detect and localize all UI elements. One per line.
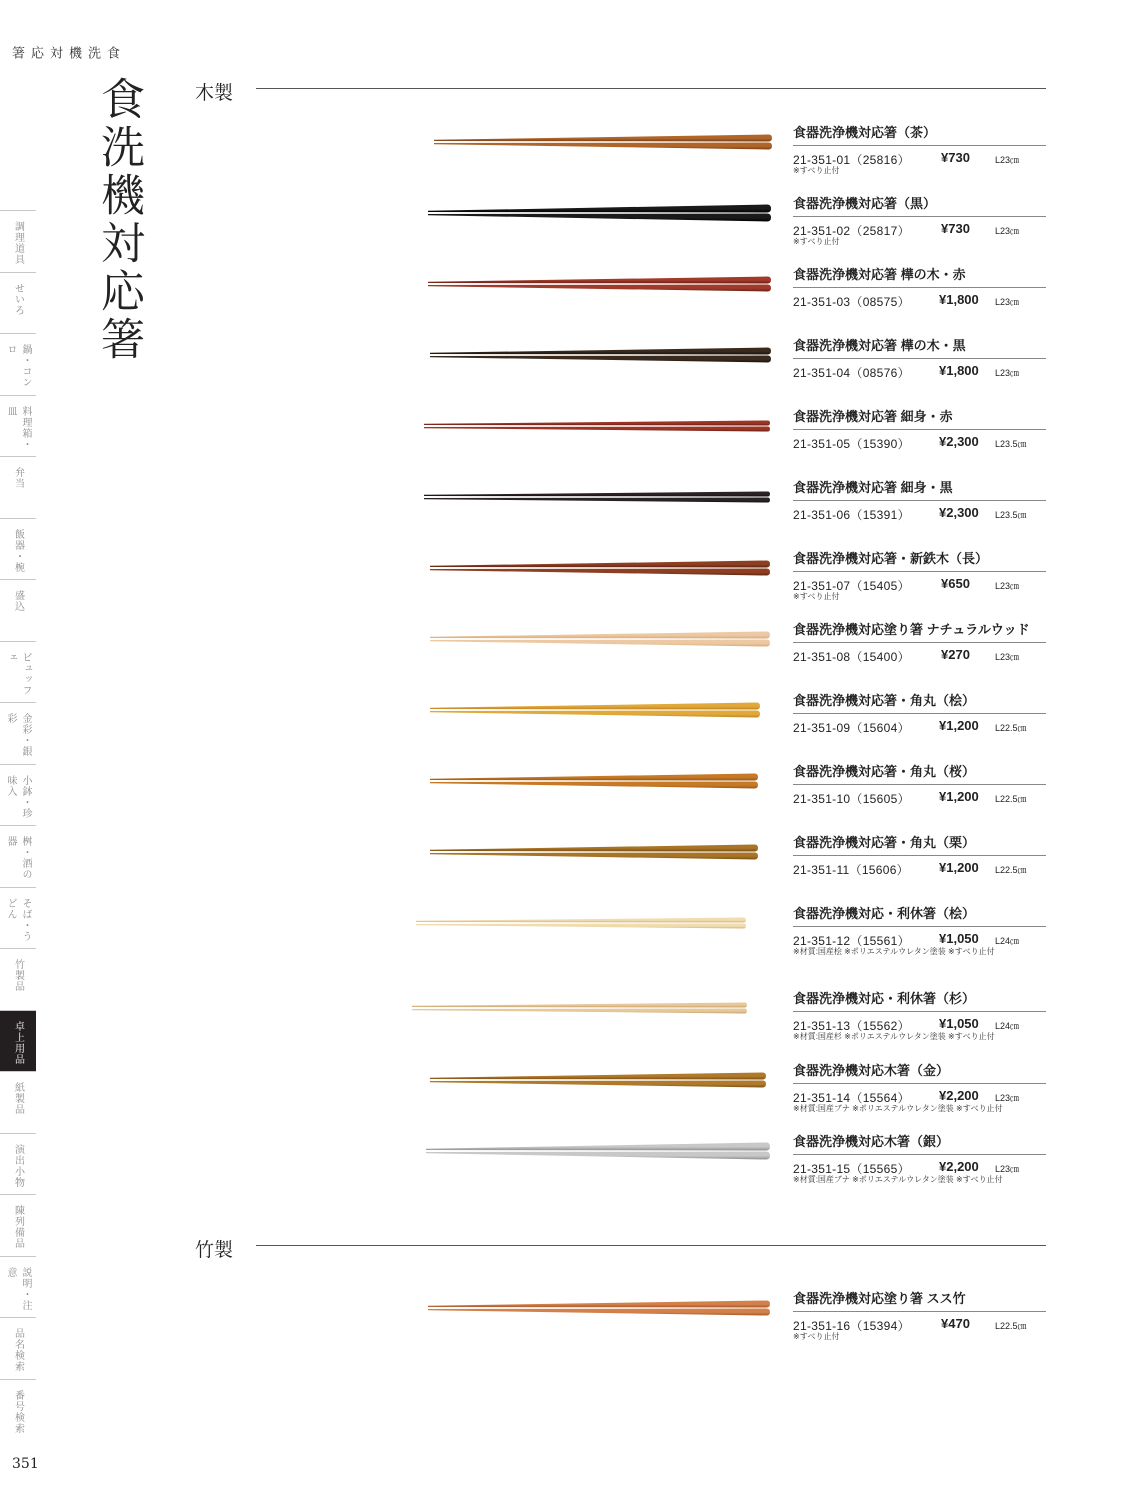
product-name: 食器洗浄機対応箸 細身・黒	[793, 480, 953, 495]
product-length: L22.5㎝	[995, 794, 1027, 804]
product-info	[793, 621, 1046, 664]
product-spec-row	[793, 291, 1046, 309]
chopstick-upper	[428, 205, 771, 213]
product-spec-row	[793, 149, 1046, 167]
product-info	[793, 905, 1046, 957]
sidebar-item[interactable]	[0, 948, 36, 1010]
sidebar-item[interactable]	[0, 210, 36, 272]
chopstick-lower	[434, 143, 772, 150]
product-info	[793, 692, 1046, 735]
chopstick-lower	[430, 853, 758, 860]
sidebar-item[interactable]	[0, 887, 36, 949]
product-length: L22.5㎝	[995, 1321, 1027, 1331]
chopstick-upper	[430, 632, 770, 639]
product-note: ※すべり止付	[793, 592, 840, 601]
product-spec-row	[793, 433, 1046, 451]
product-info	[793, 479, 1046, 522]
sidebar-item-label: 番号検索	[12, 1389, 24, 1434]
product-code: 21-351-01（25816）	[793, 153, 910, 167]
product-name: 食器洗浄機対応塗り箸 ナチュラルウッド	[793, 622, 1030, 637]
sidebar-item[interactable]	[0, 1133, 36, 1195]
product-info	[793, 266, 1046, 309]
product-length: L22.5㎝	[995, 723, 1027, 733]
product-note: ※すべり止付	[793, 166, 840, 175]
sidebar-item[interactable]	[0, 1010, 36, 1072]
product-divider	[793, 287, 1046, 288]
product-name: 食器洗浄機対応箸 樺の木・赤	[793, 267, 966, 282]
product-note: ※すべり止付	[793, 1332, 840, 1341]
sidebar-heading: 食洗機対応箸	[10, 46, 120, 60]
product-item	[410, 905, 1050, 975]
product-note: ※材質:国産杉 ※ポリエステルウレタン塗装 ※すべり止付	[793, 1032, 995, 1041]
sidebar-item[interactable]	[0, 702, 36, 764]
product-code: 21-351-07（15405）	[793, 579, 910, 593]
product-item	[410, 550, 1050, 620]
product-price: ¥270	[941, 647, 970, 662]
section-title-bamboo: 竹製	[195, 1239, 234, 1261]
chopstick-upper	[430, 561, 770, 568]
product-item	[410, 408, 1050, 478]
chopsticks-image	[410, 905, 775, 945]
section-divider	[256, 1245, 1046, 1246]
sidebar-item-label: そば・うどん	[5, 897, 31, 942]
chopstick-upper	[424, 492, 770, 497]
sidebar-item-label: 料理箱・皿	[5, 405, 31, 450]
sidebar-item[interactable]	[0, 456, 36, 518]
product-item	[410, 1290, 1050, 1360]
product-divider	[793, 713, 1046, 714]
sidebar-item-label: せいろ	[12, 282, 24, 316]
chopsticks-image	[410, 124, 775, 164]
product-info	[793, 834, 1046, 877]
product-spec-row	[793, 504, 1046, 522]
product-info	[793, 408, 1046, 451]
product-divider	[793, 1311, 1046, 1312]
chopsticks-image	[410, 1133, 775, 1173]
chopsticks-image	[410, 550, 775, 590]
chopstick-upper	[430, 845, 758, 852]
product-item	[410, 124, 1050, 194]
sidebar-item[interactable]	[0, 764, 36, 826]
sidebar-item[interactable]	[0, 1256, 36, 1318]
sidebar-item-label: 小鉢・珍味入	[5, 774, 31, 819]
chopstick-lower	[430, 1081, 766, 1088]
chopstick-upper	[430, 348, 771, 355]
product-length: L23㎝	[995, 581, 1020, 591]
product-note: ※すべり止付	[793, 237, 840, 246]
product-code: 21-351-06（15391）	[793, 508, 910, 522]
product-divider	[793, 642, 1046, 643]
product-item	[410, 621, 1050, 691]
chopstick-lower	[426, 1152, 770, 1160]
product-name: 食器洗浄機対応箸（茶）	[793, 125, 937, 140]
product-length: L23.5㎝	[995, 439, 1027, 449]
product-item	[410, 195, 1050, 265]
product-spec-row	[793, 1158, 1046, 1176]
chopsticks-image	[410, 266, 775, 306]
sidebar-item-label: 桝・酒の器	[5, 836, 31, 880]
chopsticks-image	[410, 834, 775, 874]
sidebar-item[interactable]	[0, 1071, 36, 1133]
product-spec-row	[793, 362, 1046, 380]
product-code: 21-351-08（15400）	[793, 650, 910, 664]
chopstick-upper	[412, 1003, 747, 1008]
product-code: 21-351-11（15606）	[793, 863, 909, 877]
product-spec-row	[793, 220, 1046, 238]
chopsticks-image	[410, 479, 775, 519]
chopstick-lower	[416, 924, 746, 929]
product-name: 食器洗浄機対応箸・角丸（桧）	[793, 693, 976, 708]
sidebar-item[interactable]	[0, 1317, 36, 1379]
product-price: ¥730	[941, 150, 970, 165]
product-name: 食器洗浄機対応箸・新鉄木（長）	[793, 551, 989, 566]
product-length: L24㎝	[995, 1021, 1020, 1031]
product-info	[793, 1133, 1046, 1185]
product-item	[410, 1133, 1050, 1203]
sidebar-item-label: 鍋・コンロ	[5, 344, 31, 388]
product-code: 21-351-04（08576）	[793, 366, 910, 380]
product-price: ¥730	[941, 221, 970, 236]
sidebar-item[interactable]	[0, 395, 36, 457]
product-price: ¥1,800	[939, 292, 979, 307]
sidebar-item-label: 説明・注意	[5, 1266, 31, 1311]
product-name: 食器洗浄機対応箸 細身・赤	[793, 409, 953, 424]
chopstick-lower	[430, 569, 770, 576]
page-title: 食洗機対応箸	[93, 76, 144, 364]
chopstick-lower	[428, 214, 771, 222]
product-price: ¥1,200	[939, 860, 979, 875]
product-length: L23㎝	[995, 368, 1020, 378]
chopsticks-image	[410, 1062, 775, 1102]
product-length: L23㎝	[995, 226, 1020, 236]
chopstick-lower	[428, 285, 771, 292]
chopstick-upper	[416, 918, 746, 923]
sidebar-item[interactable]	[0, 641, 36, 703]
chopsticks-image	[410, 990, 775, 1030]
product-code: 21-351-09（15604）	[793, 721, 910, 735]
sidebar-item[interactable]	[0, 333, 36, 395]
chopstick-upper	[430, 1073, 766, 1080]
product-info	[793, 990, 1046, 1042]
chopstick-upper	[426, 1143, 770, 1151]
sidebar-item-label: 盛込	[12, 590, 24, 612]
chopstick-lower	[430, 782, 758, 789]
chopsticks-image	[410, 195, 775, 235]
product-price: ¥1,200	[939, 718, 979, 733]
product-divider	[793, 926, 1046, 927]
product-spec-row	[793, 1315, 1046, 1333]
product-code: 21-351-02（25817）	[793, 224, 910, 238]
product-item	[410, 337, 1050, 407]
product-spec-row	[793, 575, 1046, 593]
chopstick-lower	[430, 711, 760, 718]
sidebar-item-label: 竹製品	[12, 959, 24, 992]
product-price: ¥1,050	[939, 931, 979, 946]
product-code: 21-351-10（15605）	[793, 792, 910, 806]
sidebar-item[interactable]	[0, 825, 36, 887]
sidebar-item-label: 卓上用品	[12, 1020, 24, 1065]
product-item	[410, 763, 1050, 833]
sidebar-item-label: 陳列備品	[12, 1205, 24, 1249]
product-item	[410, 479, 1050, 549]
product-code: 21-351-12（15561）	[793, 934, 910, 948]
product-length: L23㎝	[995, 1093, 1020, 1103]
product-price: ¥2,300	[939, 434, 979, 449]
product-divider	[793, 358, 1046, 359]
product-name: 食器洗浄機対応箸（黒）	[793, 196, 937, 211]
section-title-wood: 木製	[195, 82, 234, 104]
sidebar-item-label: 飯器・椀	[12, 528, 24, 573]
product-name: 食器洗浄機対応箸・角丸（桜）	[793, 764, 976, 779]
product-name: 食器洗浄機対応木箸（金）	[793, 1063, 950, 1078]
product-spec-row	[793, 930, 1046, 948]
chopstick-upper	[424, 421, 770, 426]
product-spec-row	[793, 1015, 1046, 1033]
product-divider	[793, 216, 1046, 217]
product-code: 21-351-13（15562）	[793, 1019, 910, 1033]
product-name: 食器洗浄機対応塗り箸 スス竹	[793, 1291, 966, 1306]
sidebar-item[interactable]	[0, 1194, 36, 1256]
product-divider	[793, 1011, 1046, 1012]
product-price: ¥2,200	[939, 1159, 979, 1174]
chopstick-upper	[428, 277, 771, 284]
sidebar-item-label: 演出小物	[12, 1143, 24, 1188]
product-length: L23㎝	[995, 155, 1020, 165]
chopstick-lower	[430, 640, 770, 647]
product-name: 食器洗浄機対応・利休箸（桧）	[793, 906, 976, 921]
chopsticks-image	[410, 621, 775, 661]
product-code: 21-351-14（15564）	[793, 1091, 910, 1105]
product-spec-row	[793, 1087, 1046, 1105]
sidebar-item-label: 弁当	[12, 467, 24, 489]
product-note: ※材質:国産桧 ※ポリエステルウレタン塗装 ※すべり止付	[793, 947, 995, 956]
product-info	[793, 763, 1046, 806]
sidebar-item-label: ビュッフェ	[5, 651, 31, 696]
product-spec-row	[793, 788, 1046, 806]
chopstick-lower	[428, 1309, 770, 1316]
sidebar-item-label: 紙製品	[12, 1082, 24, 1115]
sidebar-item[interactable]	[0, 518, 36, 580]
product-name: 食器洗浄機対応木箸（銀）	[793, 1134, 950, 1149]
chopsticks-image	[410, 337, 775, 377]
chopsticks-image	[410, 692, 775, 732]
product-spec-row	[793, 646, 1046, 664]
product-info	[793, 1290, 1046, 1342]
sidebar-item-label: 品名検索	[12, 1328, 24, 1372]
chopstick-lower	[424, 498, 770, 503]
product-length: L23㎝	[995, 652, 1020, 662]
chopstick-upper	[428, 1301, 770, 1308]
product-name: 食器洗浄機対応・利休箸（杉）	[793, 991, 976, 1006]
product-price: ¥650	[941, 576, 970, 591]
sidebar-item[interactable]	[0, 272, 36, 334]
product-code: 21-351-05（15390）	[793, 437, 910, 451]
chopstick-upper	[434, 135, 772, 142]
product-length: L24㎝	[995, 936, 1020, 946]
product-item	[410, 266, 1050, 336]
sidebar-item[interactable]	[0, 579, 36, 641]
page-number: 351	[12, 1456, 39, 1472]
product-price: ¥1,200	[939, 789, 979, 804]
product-code: 21-351-16（15394）	[793, 1319, 910, 1333]
sidebar-item[interactable]	[0, 1379, 36, 1441]
chopsticks-image	[410, 1290, 775, 1330]
product-spec-row	[793, 717, 1046, 735]
product-code: 21-351-15（15565）	[793, 1162, 910, 1176]
product-price: ¥1,800	[939, 363, 979, 378]
chopstick-upper	[430, 774, 758, 781]
product-price: ¥2,200	[939, 1088, 979, 1103]
product-note: ※材質:国産ブナ ※ポリエステルウレタン塗装 ※すべり止付	[793, 1175, 1003, 1184]
product-divider	[793, 1154, 1046, 1155]
product-note: ※材質:国産ブナ ※ポリエステルウレタン塗装 ※すべり止付	[793, 1104, 1003, 1113]
product-length: L23㎝	[995, 1164, 1020, 1174]
product-divider	[793, 500, 1046, 501]
product-price: ¥1,050	[939, 1016, 979, 1031]
product-price: ¥2,300	[939, 505, 979, 520]
section-divider	[256, 88, 1046, 89]
product-price: ¥470	[941, 1316, 970, 1331]
product-code: 21-351-03（08575）	[793, 295, 910, 309]
product-info	[793, 124, 1046, 176]
product-item	[410, 692, 1050, 762]
chopsticks-image	[410, 763, 775, 803]
product-length: L23.5㎝	[995, 510, 1027, 520]
product-divider	[793, 429, 1046, 430]
product-item	[410, 1062, 1050, 1132]
product-divider	[793, 784, 1046, 785]
product-divider	[793, 1083, 1046, 1084]
product-item	[410, 834, 1050, 904]
product-name: 食器洗浄機対応箸・角丸（栗）	[793, 835, 976, 850]
chopstick-lower	[430, 356, 771, 363]
chopstick-lower	[424, 427, 770, 432]
product-divider	[793, 571, 1046, 572]
sidebar-item-label: 金彩・銀彩	[5, 713, 31, 757]
chopstick-upper	[430, 703, 760, 710]
product-divider	[793, 145, 1046, 146]
product-divider	[793, 855, 1046, 856]
product-item	[410, 990, 1050, 1060]
chopstick-lower	[412, 1009, 747, 1014]
chopsticks-image	[410, 408, 775, 448]
product-info	[793, 337, 1046, 380]
product-name: 食器洗浄機対応箸 樺の木・黒	[793, 338, 966, 353]
sidebar-item-label: 調理道具	[12, 221, 24, 265]
product-length: L23㎝	[995, 297, 1020, 307]
product-info	[793, 1062, 1046, 1114]
product-info	[793, 550, 1046, 602]
product-info	[793, 195, 1046, 247]
product-spec-row	[793, 859, 1046, 877]
product-length: L22.5㎝	[995, 865, 1027, 875]
